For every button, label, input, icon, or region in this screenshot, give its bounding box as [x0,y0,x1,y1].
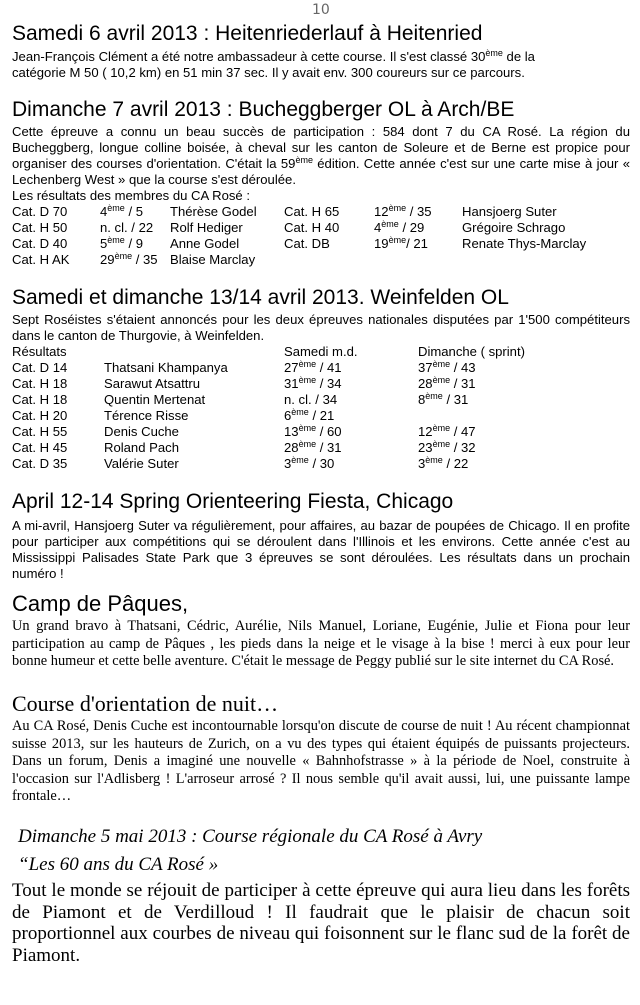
nuit-title: Course d'orientation de nuit… [12,691,279,716]
avry-title: Dimanche 5 mai 2013 : Course régionale du CA Rosé à Avry [18,826,483,847]
bucheggberger-text: Cette épreuve a connu un beau succès de participation : 584 dont 7 du CA Rosé. La région du Bucheggberg, longue colline boisée, à cheval sur les canton de Soleure et de Berne est propice pour organiser des courses d'orientation. C'était la 59ème édition. Cette année c'est sur une carte mise à jour « Lechenberg West » que la course s'est déroulée. [12,124,630,187]
table-row: Cat. H 20 Térence Risse 6ème / 21 [12,407,335,423]
table-row: Cat. H 50 n. cl. / 22 Rolf Hediger Cat. H 40 4ème / 29 Grégoire Schrago [12,219,566,235]
nuit-text: Au CA Rosé, Denis Cuche est incontournable lorsqu'on discute de course de nuit ! Au récent championnat suisse 2013, sur les hauteurs de Zurich, on a vu des types qui étaient équipés de puissants projecteurs. Dans un forum, Denis a imaginé une nouvelle « Bahnhofstrasse » à la période de Noel, construite à l'occasion sur l'Adlisberg ! L'arroseur arrosé ? Il nous semble qu'il avait aussi, lui, une puissante lampe frontale… [12,718,630,805]
avry-subtitle: “Les 60 ans du CA Rosé » [18,854,219,875]
paques-title: Camp de Pâques, [12,591,189,616]
page-number: 10 [312,2,330,18]
table-row: Cat. H 18 Sarawut Atsattru 31ème / 34 28ème / 31 [12,375,476,391]
weinfelden-intro: Sept Roséistes s'étaient annoncés pour les deux épreuves nationales disputées par 1'500 compétiteurs dans le canton de Thurgovie, à Weinfelden. [12,312,630,343]
heitenried-text: Jean-François Clément a été notre ambassadeur à cette course. Il s'est classé 30ème de la catégorie M 50 ( 10,2 km) en 51 min 37 sec. Il y avait env. 300 coureurs sur ce parcours. [12,48,535,80]
table-row: Cat. D 70 4ème / 5 Thérèse Godel Cat. H 65 12ème / 35 Hansjoerg Suter [12,203,557,219]
table-row: Cat. D 35 Valérie Suter 3ème / 30 3ème / 22 [12,455,469,471]
section-paques [12,592,630,671]
section-chicago [12,490,630,582]
section-heitenried [12,22,630,81]
table-row: Cat. H 55 Denis Cuche 13ème / 60 12ème / 47 [12,423,476,439]
bucheggberger-results-table [12,204,630,268]
section-weinfelden [12,286,630,472]
table-header: Résultats Samedi m.d. Dimanche ( sprint) [12,344,525,359]
heitenried-title: Samedi 6 avril 2013 : Heitenriederlauf à Heitenried [12,22,483,45]
bucheggberger-results-label: Les résultats des membres du CA Rosé : [12,188,250,203]
table-row: Cat. D 40 5ème / 9 Anne Godel Cat. DB 19ème/ 21 Renate Thys-Marclay [12,235,587,251]
avry-text: Tout le monde se réjouit de participer à cette épreuve qui aura lieu dans les forêts de Piamont et de Verdilloud ! Il faudrait que le plaisir de chacun soit proportionnel aux courbes de niveau qui foisonnent sur le flanc sud de la forêt de Piamont. [12,880,630,966]
table-row: Cat. H 18 Quentin Mertenat n. cl. / 34 8ème / 31 [12,391,469,407]
table-row: Cat. D 14 Thatsani Khampanya 27ème / 41 37ème / 43 [12,359,476,375]
weinfelden-title: Samedi et dimanche 13/14 avril 2013. Weinfelden OL [12,286,509,309]
table-row: Cat. H AK 29ème / 35 Blaise Marclay [12,251,256,267]
paques-text: Un grand bravo à Thatsani, Cédric, Aurélie, Nils Manuel, Loriane, Eugénie, Julie et Fiona pour leur participation au camp de Pâques , les pieds dans la neige et le visage à la bise ! merci à eux pour leur bonne humeur et cette belle aventure. C'était le message de Peggy publié sur le site internet du CA Rosé. [12,618,630,670]
section-nuit [12,692,630,806]
weinfelden-results-table [12,344,630,472]
chicago-title: April 12-14 Spring Orienteering Fiesta, Chicago [12,490,454,513]
bucheggberger-title: Dimanche 7 avril 2013 : Bucheggberger OL à Arch/BE [12,98,515,121]
table-row: Cat. H 45 Roland Pach 28ème / 31 23ème / 32 [12,439,476,455]
section-avry [12,826,630,966]
chicago-text: A mi-avril, Hansjoerg Suter va régulièrement, pour affaires, au bazar de poupées de Chicago. Il en profite pour participer aux compétitions qui se déroulent dans l'Illinois et les environs. Cette année c'est au Mississippi Palisades State Park que 3 épreuves se sont déroulées. Les résultats dans un prochain numéro ! [12,518,630,581]
section-bucheggberger [12,98,630,268]
